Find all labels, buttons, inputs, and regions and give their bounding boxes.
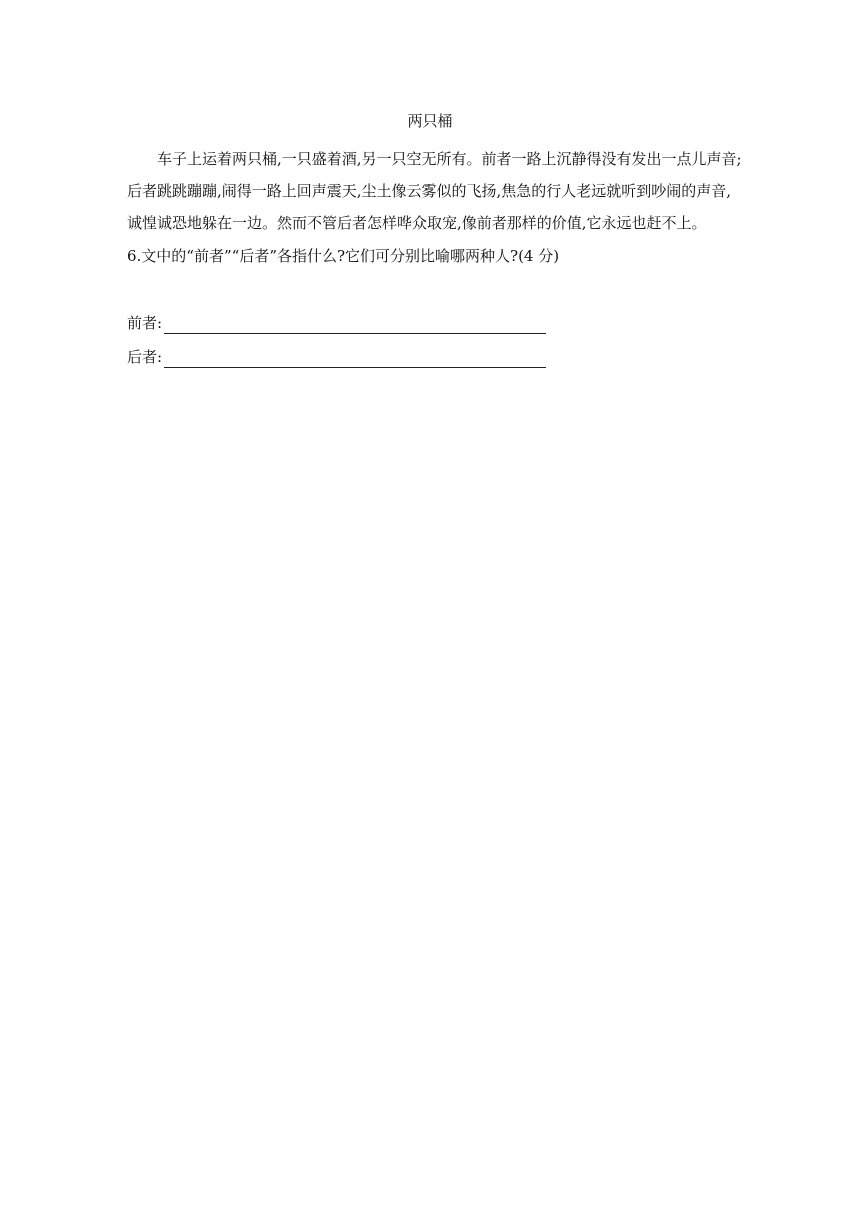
passage-title: 两只桶 — [407, 112, 453, 130]
passage-line: 诚惶诚恐地躲在一边。然而不管后者怎样哗众取宠,像前者那样的价值,它永远也赶不上。 — [127, 214, 707, 232]
answer-blank-former[interactable] — [164, 316, 546, 334]
answer-row-former — [127, 312, 546, 334]
answer-label-former: 前者: — [127, 314, 163, 332]
answer-row-latter — [127, 346, 546, 368]
question-text: 6.文中的“前者”“后者”各指什么?它们可分别比喻哪两种人?(4 分) — [127, 247, 560, 265]
passage-line: 后者跳跳蹦蹦,闹得一路上回声震天,尘土像云雾似的飞扬,焦急的行人老远就听到吵闹的声音, — [127, 182, 732, 200]
passage-line: 车子上运着两只桶,一只盛着酒,另一只空无所有。前者一路上沉静得没有发出一点儿声音; — [157, 150, 742, 168]
answer-label-latter: 后者: — [127, 348, 163, 366]
passage-body — [127, 143, 747, 239]
answer-blank-latter[interactable] — [164, 350, 546, 368]
